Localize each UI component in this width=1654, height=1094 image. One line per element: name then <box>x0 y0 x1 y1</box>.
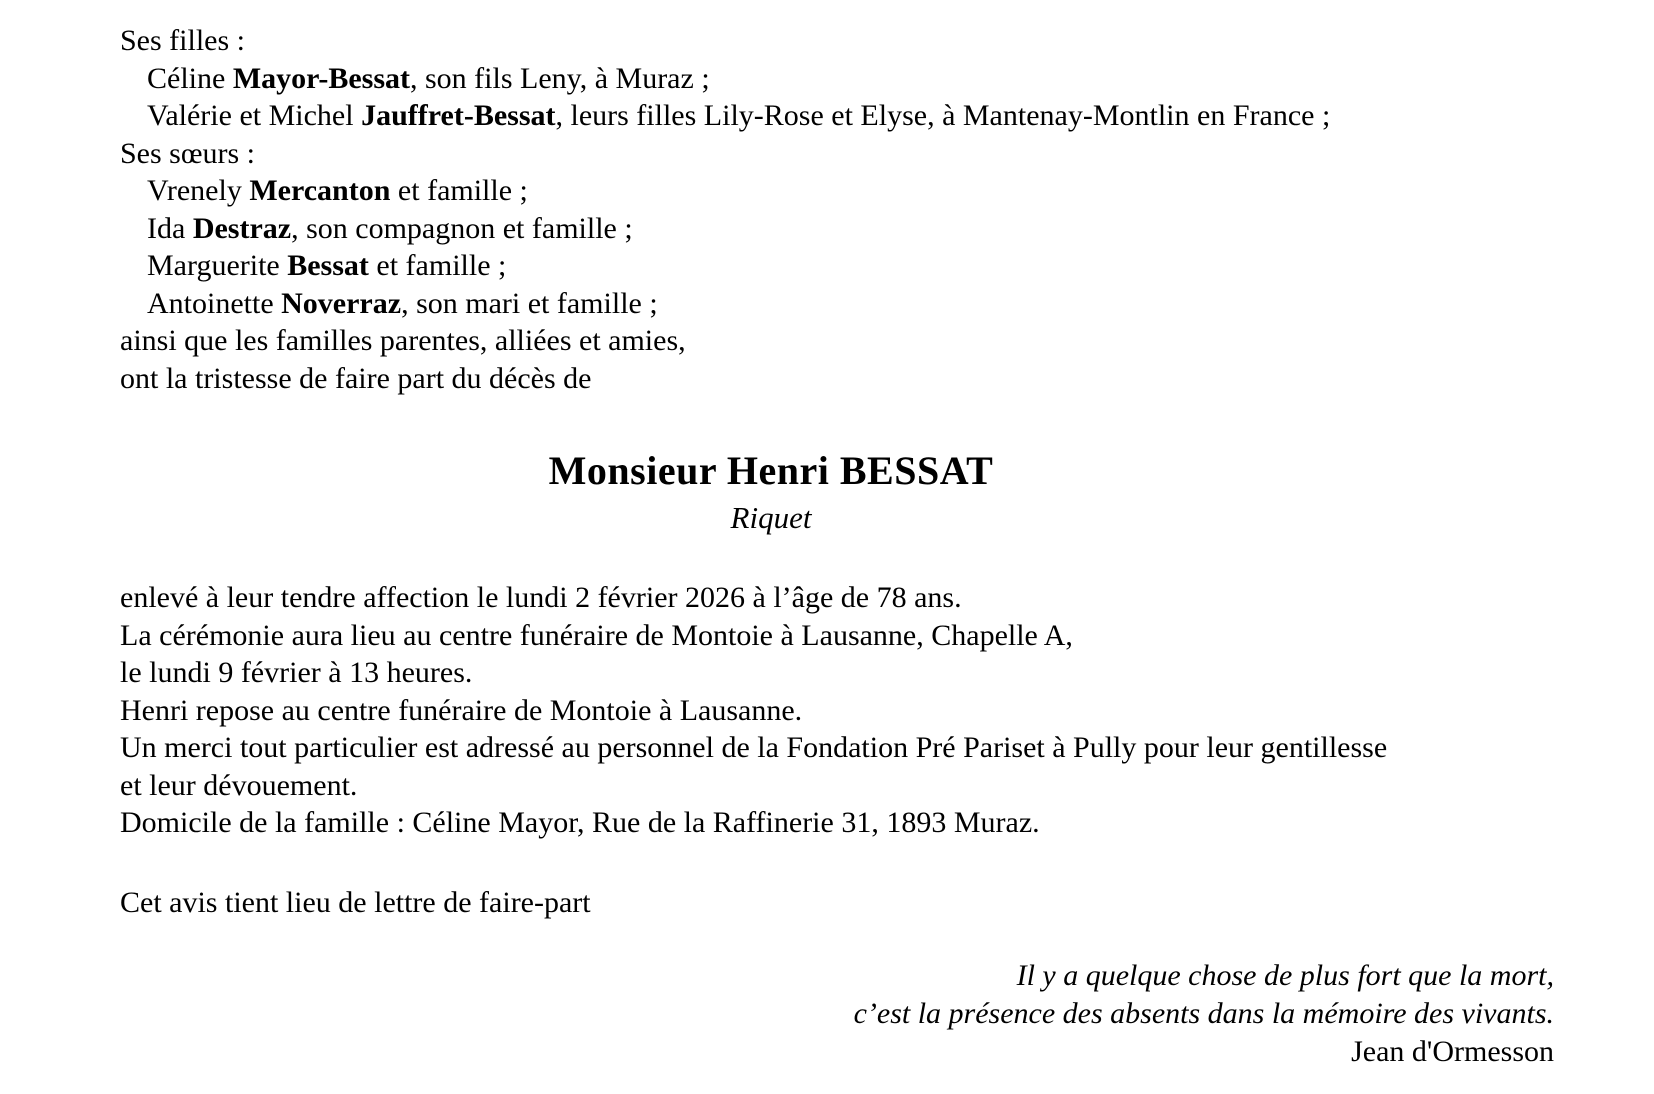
line-text: , leurs filles Lily-Rose et Elyse, à Mantenay-Montlin en France ; <box>555 99 1331 132</box>
line-text: et famille ; <box>368 249 507 282</box>
family-surname: Destraz <box>192 211 292 245</box>
line-text: et famille ; <box>390 174 528 207</box>
line-text: , son compagnon et famille ; <box>291 211 633 245</box>
family-surname: Jauffret-Bessat <box>361 99 556 132</box>
quote-line-1: Il y a quelque chose de plus fort que la mort, <box>1016 959 1554 992</box>
family-line-antoinette <box>120 285 1554 323</box>
line-text: Vrenely <box>147 174 250 207</box>
detail-line-thanks-continued: et leur dévouement. <box>120 768 358 802</box>
line-text: Valérie et Michel <box>147 99 362 132</box>
family-line-marguerite <box>120 247 1554 285</box>
line-text: Marguerite <box>147 249 288 282</box>
deceased-nickname: Riquet <box>730 500 812 535</box>
family-line-sisters-heading <box>120 135 1554 173</box>
line-text: ainsi que les familles parentes, alliées et amies, <box>120 324 686 357</box>
detail-line-thanks: Un merci tout particulier est adressé au personnel de la Fondation Pré Pariset à Pully pour leur gentillesse <box>120 731 1388 764</box>
family-line-vrenely <box>120 172 1554 210</box>
line-text: Ses filles : <box>120 24 245 57</box>
detail-line-ceremony-time: le lundi 9 février à 13 heures. <box>120 656 473 689</box>
family-surname: Noverraz <box>281 286 402 320</box>
line-text: Ses sœurs : <box>120 136 256 170</box>
detail-line-repose: Henri repose au centre funéraire de Montoie à Lausanne. <box>120 693 803 727</box>
ceremony-details-block <box>120 579 1554 842</box>
deceased-name: Monsieur Henri BESSAT <box>548 448 994 493</box>
line-text: , son fils Leny, à Muraz ; <box>410 61 710 95</box>
line-text: Ida <box>147 211 193 245</box>
deceased-title-block <box>120 447 1554 537</box>
family-line-related-families <box>120 322 1554 360</box>
family-surname: Bessat <box>287 249 369 282</box>
line-text: Céline <box>147 61 233 95</box>
closing-line: Cet avis tient lieu de lettre de faire-part <box>120 885 591 919</box>
family-line-valerie <box>120 97 1554 135</box>
family-line-announcement <box>120 360 1554 398</box>
detail-line-family-address: Domicile de la famille : Céline Mayor, Rue de la Raffinerie 31, 1893 Muraz. <box>120 806 1040 839</box>
family-surname: Mercanton <box>249 174 391 207</box>
line-text: , son mari et famille ; <box>401 286 658 320</box>
family-surname: Mayor-Bessat <box>232 61 410 95</box>
detail-line-ceremony-place: La cérémonie aura lieu au centre funéraire de Montoie à Lausanne, Chapelle A, <box>120 618 1073 652</box>
family-line-celine <box>120 60 1554 98</box>
family-line-daughters-heading <box>120 22 1554 60</box>
family-line-ida <box>120 210 1554 248</box>
quote-author: Jean d'Ormesson <box>1351 1035 1554 1068</box>
detail-line-death-date: enlevé à leur tendre affection le lundi 2 février 2026 à l’âge de 78 ans. <box>120 581 962 614</box>
family-block <box>120 22 1554 397</box>
quote-line-2: c’est la présence des absents dans la mémoire des vivants. <box>853 997 1554 1030</box>
line-text: Antoinette <box>147 286 282 320</box>
line-text: ont la tristesse de faire part du décès de <box>120 361 592 395</box>
quote-block <box>120 957 1554 1071</box>
